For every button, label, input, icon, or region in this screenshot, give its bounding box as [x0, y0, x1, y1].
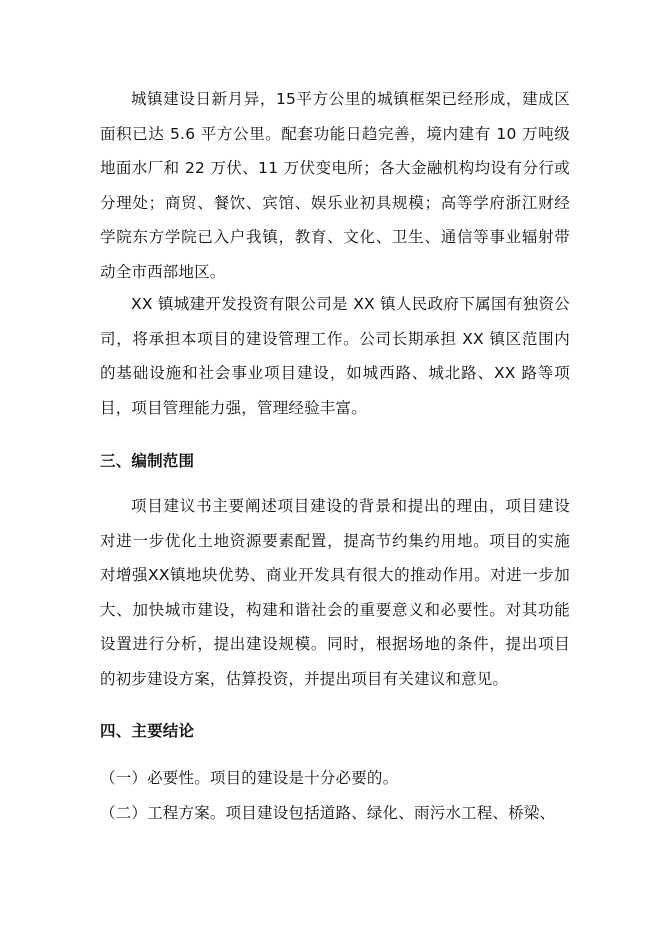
section-heading-conclusions: 四、主要结论 — [100, 722, 195, 740]
section-heading-scope: 三、编制范围 — [100, 452, 195, 470]
paragraph-town-development: 城镇建设日新月异，15平方公里的城镇框架已经形成，建成区面积已达 5.6 平方公里。配套功能日趋完善，境内建有 10 万吨级地面水厂和 22 万伏、11 万伏变电所；各大金融机构均设有分行或分理处；商贸、餐饮、宾馆、娱乐业初具规模；高等学府浙江财经学院东方学院已入户我镇，教育、文化、卫生、通信等事业辐射带动全市西部地区。 — [100, 90, 570, 281]
conclusion-item-engineering-plan: （二）工程方案。项目建设包括道路、绿化、雨污水工程、桥梁、 — [100, 804, 556, 822]
paragraph-company-profile: XX 镇城建开发投资有限公司是 XX 镇人民政府下属国有独资公司，将承担本项目的建设管理工作。公司长期承担 XX 镇区范围内的基础设施和社会事业项目建设，如城西路、城北路、XX 路等项目，项目管理能力强，管理经验丰富。 — [100, 295, 570, 417]
paragraph-scope-description: 项目建议书主要阐述项目建设的背景和提出的理由，项目建设对进一步优化土地资源要素配置，提高节约集约用地。项目的实施对增强XX镇地块优势、商业开发具有很大的推动作用。对进一步加大、加快城市建设，构建和谐社会的重要意义和必要性。对其功能设置进行分析，提出建设规模。同时，根据场地的条件，提出项目的初步建设方案，估算投资，并提出项目有关建议和意见。 — [100, 497, 570, 688]
conclusion-item-necessity: （一）必要性。项目的建设是十分必要的。 — [100, 769, 399, 787]
